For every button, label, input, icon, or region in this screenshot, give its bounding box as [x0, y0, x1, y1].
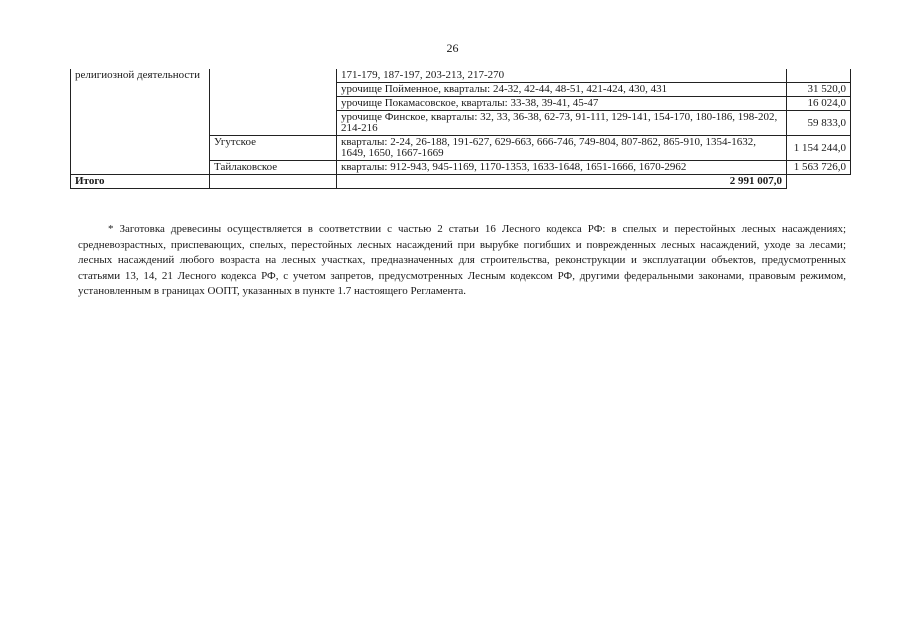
forest-harvest-table — [70, 69, 851, 189]
quarters-cell: урочище Покамасовское, кварталы: 33-38, 39-41, 45-47 — [337, 97, 787, 111]
volume-cell: 1 154 244,0 — [787, 136, 851, 161]
volume-cell: 1 563 726,0 — [787, 161, 851, 175]
volume-cell — [787, 69, 851, 83]
table-row — [71, 69, 851, 83]
page-number: 26 — [446, 41, 459, 55]
quarters-cell: урочище Пойменное, кварталы: 24-32, 42-44, 48-51, 421-424, 430, 431 — [337, 83, 787, 97]
quarters-cell: урочище Финское, кварталы: 32, 33, 36-38, 62-73, 91-111, 129-141, 154-170, 180-186, 198-202, 214-216 — [337, 111, 787, 136]
footnote-text: * Заготовка древесины осуществляется в соответствии с частью 2 статьи 16 Лесного кодекса РФ: в спелых и перестойных лесных насаждениях; средневозрастных, приспевающих, спелых, перестойных лесных насаждений при вырубке погибших и поврежденных лесных насаждений, уходе за лесами; лесных насаждений любого возраста на лесных участках, предназначенных для строительства, реконструкции и эксплуатации объектов, предусмотренных статьями 13, 14, 21 Лесного кодекса РФ, с учетом запретов, предусмотренных Лесным кодексом РФ, другими федеральными законами, правовым режимом, установленным в границах ООПТ, указанных в пункте 1.7 настоящего Регламента. — [78, 223, 846, 297]
total-empty-cell — [210, 175, 337, 189]
quarters-cell: 171-179, 187-197, 203-213, 217-270 — [337, 69, 787, 83]
quarters-cell: кварталы: 912-943, 945-1169, 1170-1353, 1633-1648, 1651-1666, 1670-2962 — [337, 161, 787, 175]
purpose-cell: религиозной деятельности — [71, 69, 210, 175]
volume-cell: 59 833,0 — [787, 111, 851, 136]
forestry-cell: Тайлаковское — [210, 161, 337, 175]
forestry-cell — [210, 69, 337, 136]
forestry-cell: Угутское — [210, 136, 337, 161]
total-volume: 2 991 007,0 — [337, 175, 787, 189]
quarters-cell: кварталы: 2-24, 26-188, 191-627, 629-663, 666-746, 749-804, 807-862, 865-910, 1354-1632, 1649, 1650, 1667-1669 — [337, 136, 787, 161]
total-row — [71, 175, 851, 189]
total-label: Итого — [71, 175, 210, 189]
volume-cell: 16 024,0 — [787, 97, 851, 111]
footnote — [78, 222, 846, 300]
volume-cell: 31 520,0 — [787, 83, 851, 97]
